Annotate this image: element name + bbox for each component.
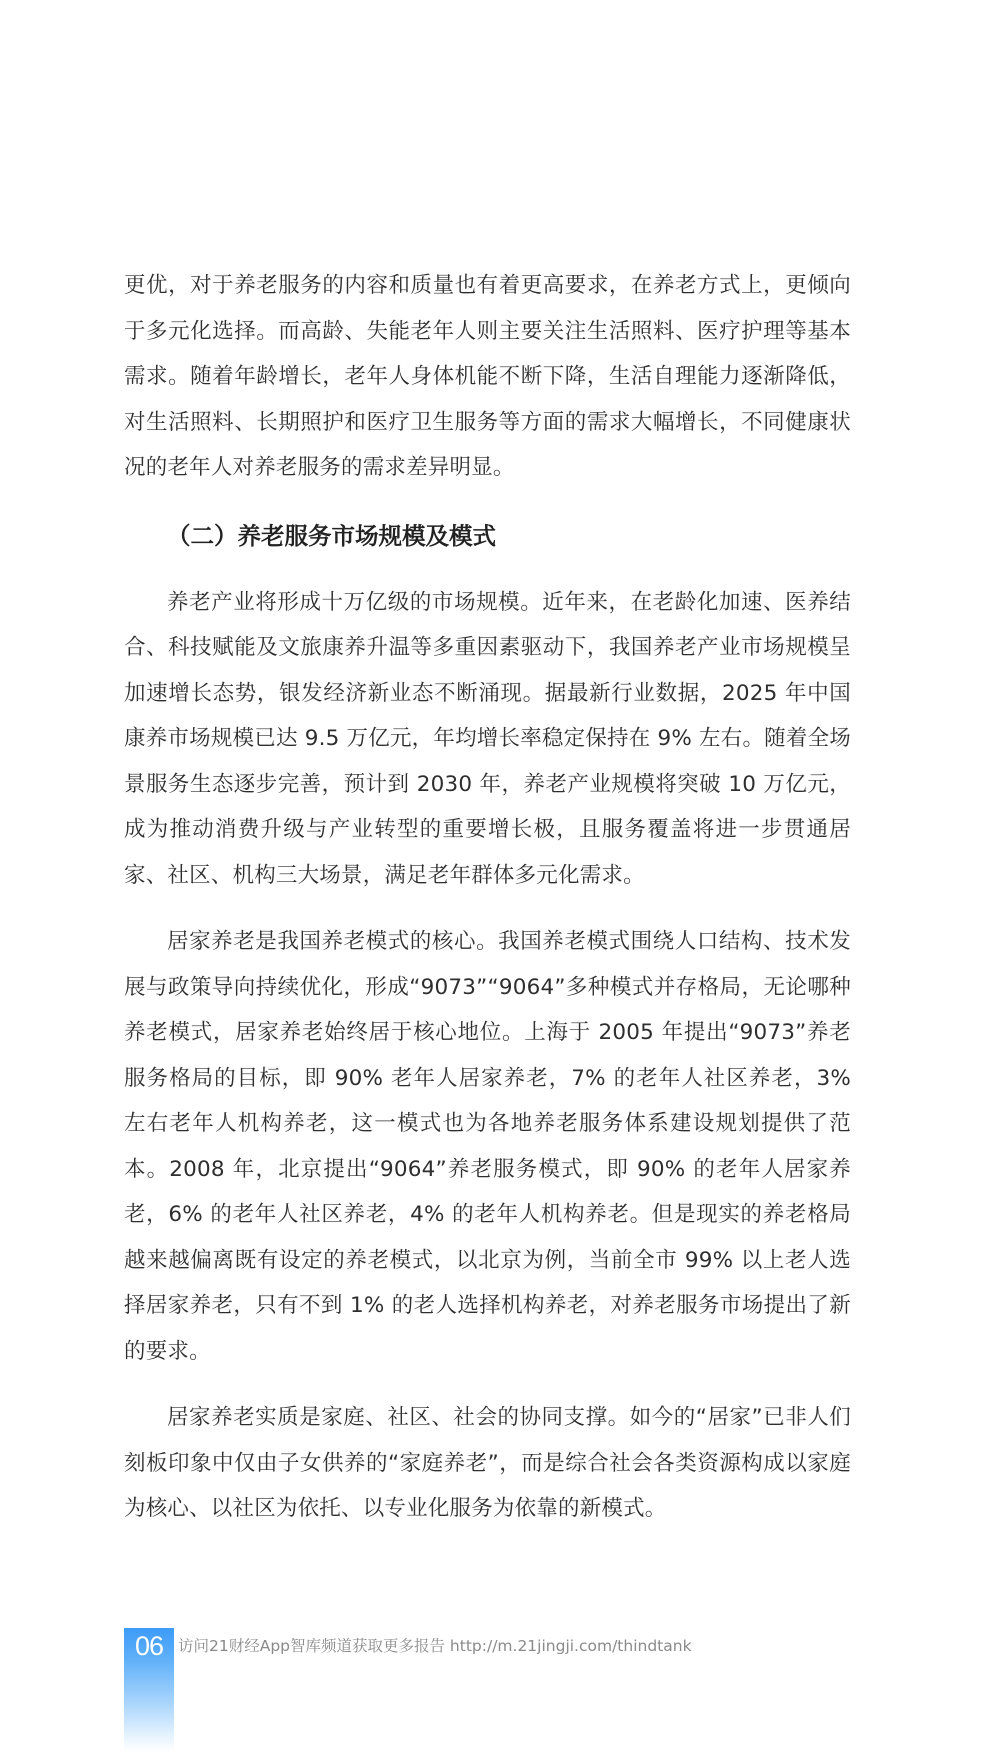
- paragraph-continuation: 更优，对于养老服务的内容和质量也有着更高要求，在养老方式上，更倾向于多元化选择。而高龄、失能老年人则主要关注生活照料、医疗护理等基本需求。随着年龄增长，老年人身体机能不断下降，生活自理能力逐渐降低，对生活照料、长期照护和医疗卫生服务等方面的需求大幅增长，不同健康状况的老年人对养老服务的需求差异明显。: [124, 273, 851, 480]
- page-footer: [124, 1628, 884, 1752]
- paragraph-home-care-support: 居家养老实质是家庭、社区、社会的协同支撑。如今的“居家”已非人们刻板印象中仅由子女供养的“家庭养老”，而是综合社会各类资源构成以家庭为核心、以社区为依托、以专业化服务为依靠的新模式。: [124, 1405, 851, 1521]
- page-number: 06: [134, 1631, 164, 1661]
- document-body: [124, 263, 851, 1532]
- paragraph-market-scale: 养老产业将形成十万亿级的市场规模。近年来，在老龄化加速、医养结合、科技赋能及文旅康养升温等多重因素驱动下，我国养老产业市场规模呈加速增长态势，银发经济新业态不断涌现。据最新行业数据，2025 年中国康养市场规模已达 9.5 万亿元，年均增长率稳定保持在 9% 左右。随着全场景服务生态逐步完善，预计到 2030 年，养老产业规模将突破 10 万亿元，成为推动消费升级与产业转型的重要增长极，且服务覆盖将进一步贯通居家、社区、机构三大场景，满足老年群体多元化需求。: [124, 589, 851, 888]
- section-heading: （二）养老服务市场规模及模式: [167, 521, 496, 550]
- paragraph-home-care-core: 居家养老是我国养老模式的核心。我国养老模式围绕人口结构、技术发展与政策导向持续优化，形成“9073”“9064”多种模式并存格局，无论哪种养老模式，居家养老始终居于核心地位。上海于 2005 年提出“9073”养老服务格局的目标，即 90% 老年人居家养老，7% 的老年人社区养老，3% 左右老年人机构养老，这一模式也为各地养老服务体系建设规划提供了范本。2008 年，北京提出“9064”养老服务模式，即 90% 的老年人居家养老，6% 的老年人社区养老，4% 的老年人机构养老。但是现实的养老格局越来越偏离既有设定的养老模式，以北京为例，当前全市 99% 以上老人选择居家养老，只有不到 1% 的老人选择机构养老，对养老服务市场提出了新的要求。: [124, 929, 851, 1364]
- footer-link-text[interactable]: 访问21财经App智库频道获取更多报告 http://m.21jingji.com/thindtank: [178, 1637, 692, 1655]
- page-number-tab: [124, 1628, 174, 1752]
